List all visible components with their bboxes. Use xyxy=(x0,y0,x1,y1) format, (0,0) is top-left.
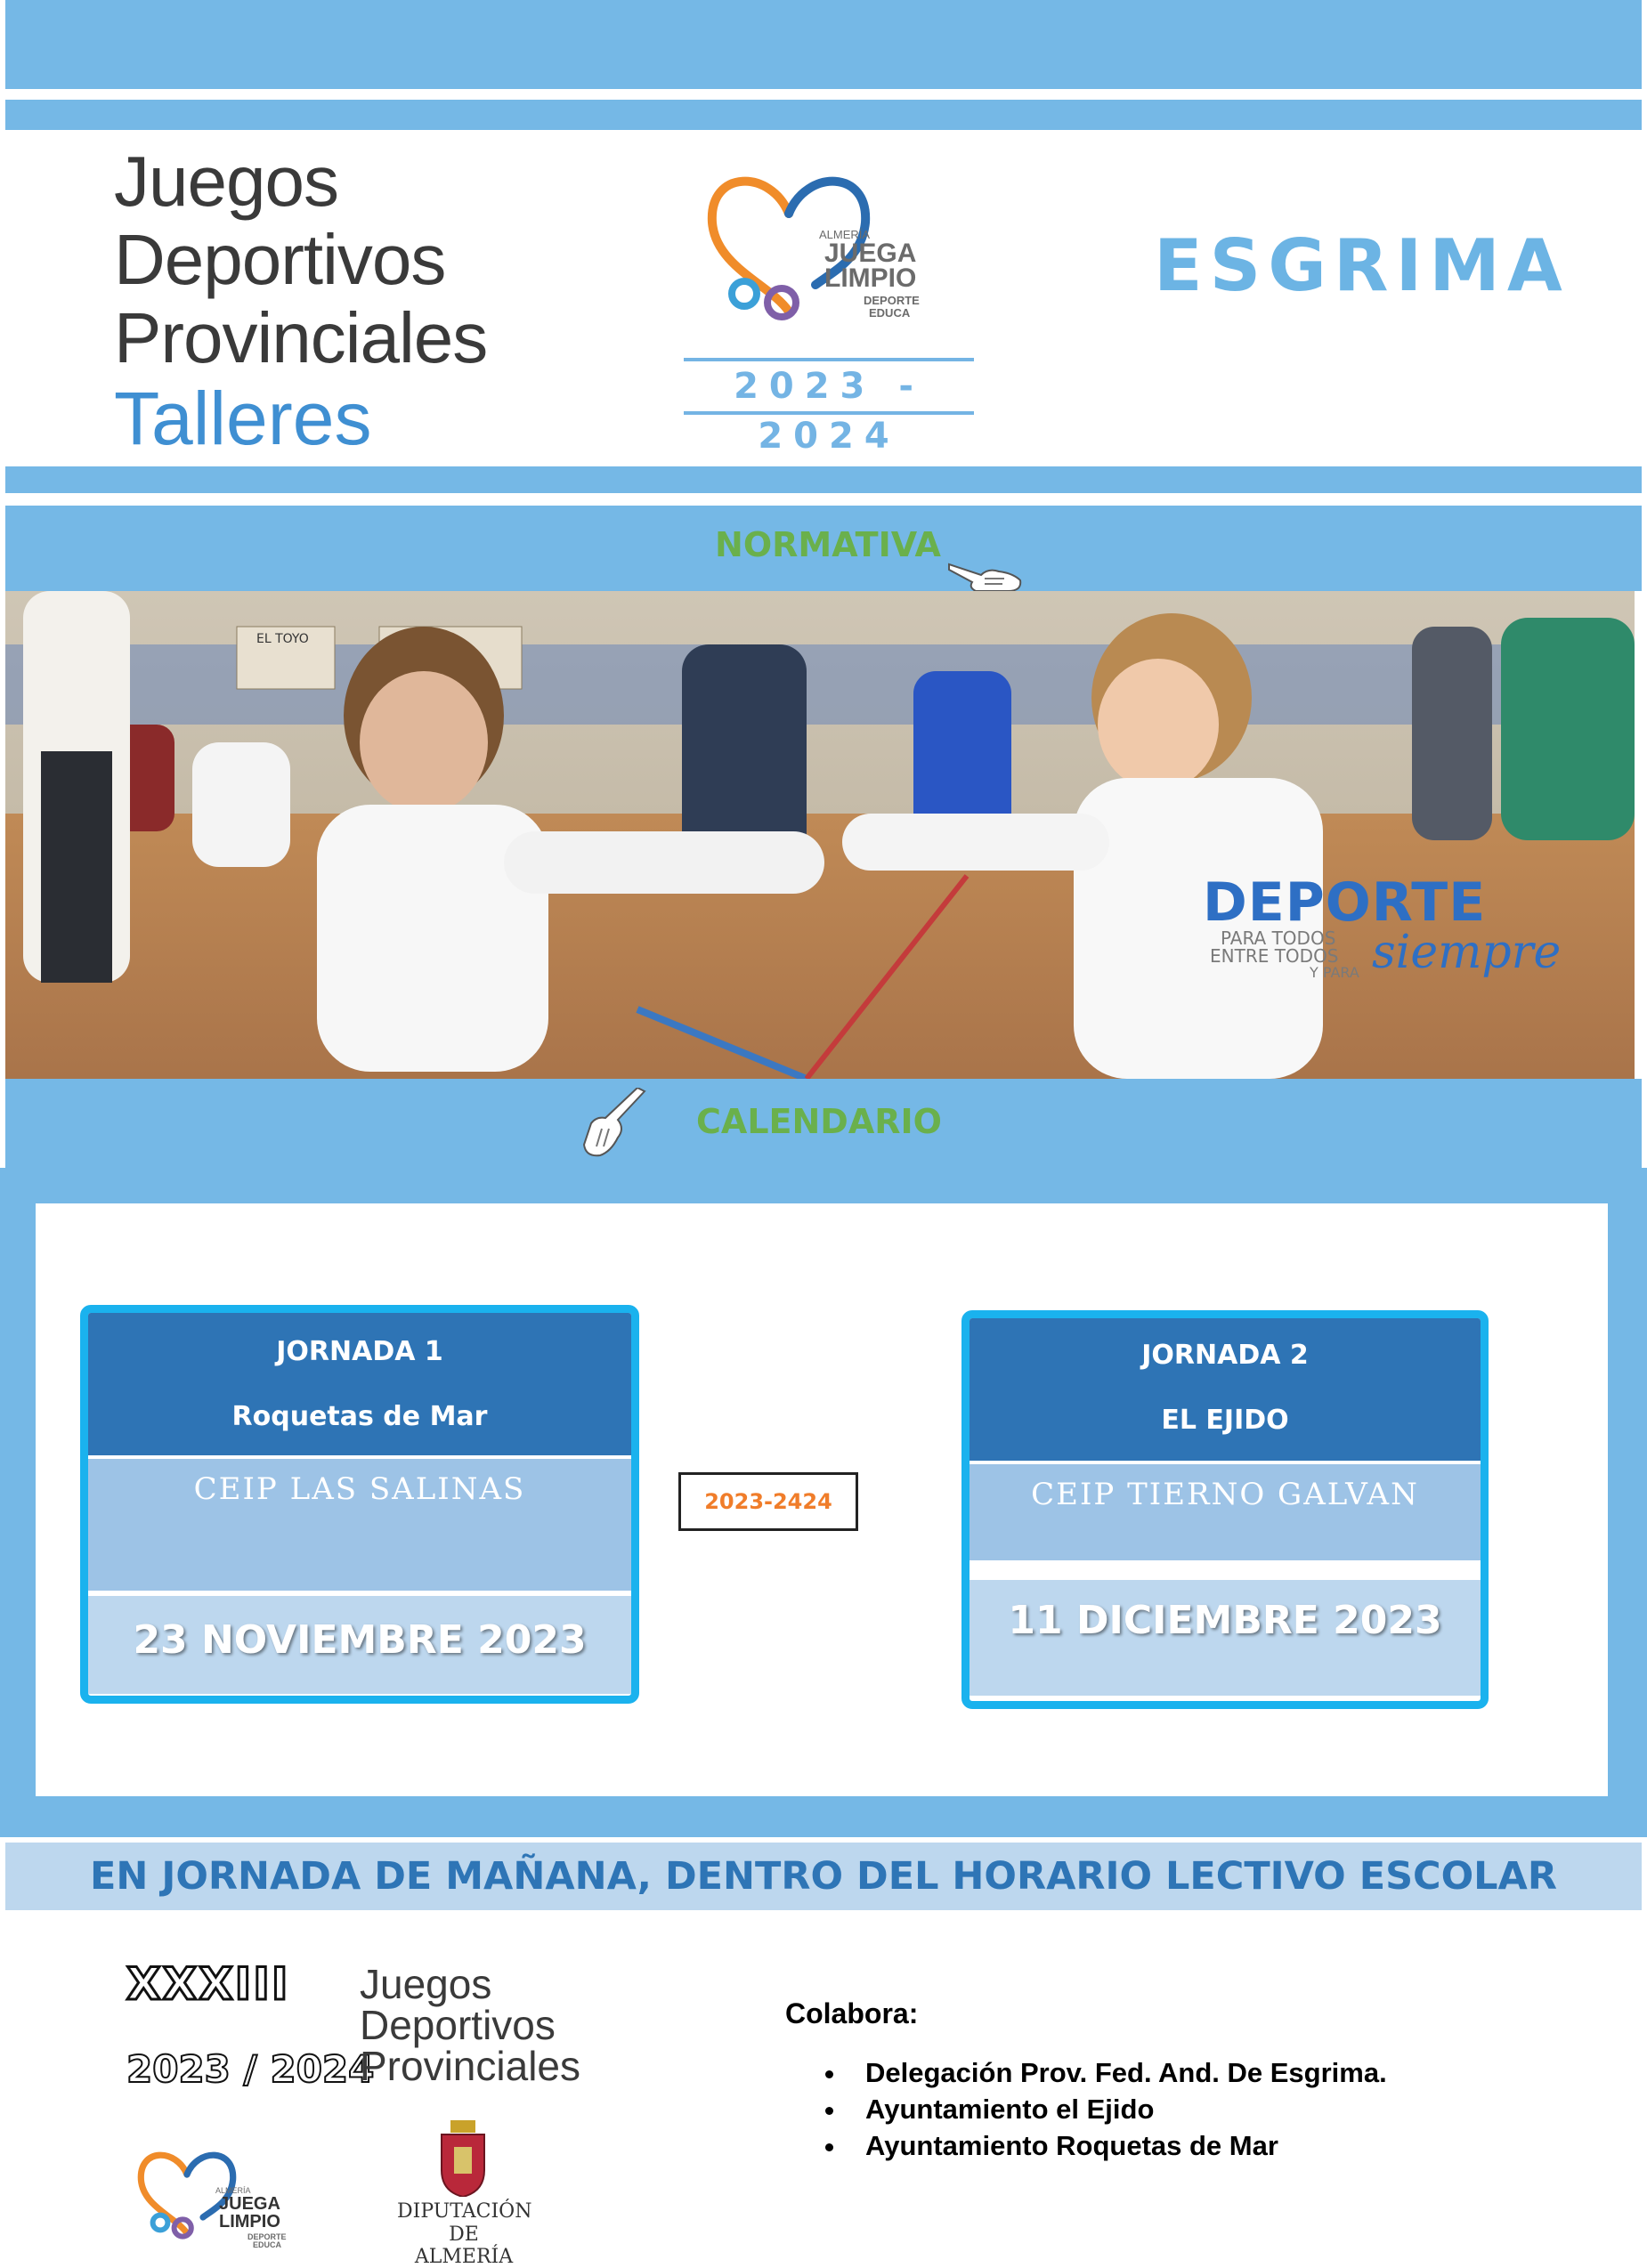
season-label: 2023 - 2024 xyxy=(734,366,924,457)
deporte-overlay xyxy=(1203,871,1594,992)
mid-thin-band xyxy=(5,466,1642,493)
jdp-line: Deportivos xyxy=(114,220,446,299)
jornada-place: EL EJIDO xyxy=(1161,1405,1289,1436)
calendario-heading: CALENDARIO xyxy=(696,1102,942,1141)
jornada-date-box xyxy=(88,1596,631,1694)
list-item: • Ayuntamiento Roquetas de Mar xyxy=(848,2127,1647,2164)
top-thin-band xyxy=(5,100,1642,130)
juega-limpio-line1: JUEGA xyxy=(219,2194,280,2214)
list-item: • Ayuntamiento el Ejido xyxy=(848,2091,1647,2127)
pointing-hand-icon xyxy=(945,552,1026,595)
juega-limpio-sub2: EDUCA xyxy=(869,306,911,320)
jornada-card xyxy=(80,1305,639,1704)
jornada-date-box xyxy=(970,1580,1481,1696)
top-band xyxy=(5,0,1642,89)
jornada-title: JORNADA 2 xyxy=(1141,1340,1309,1371)
edition-years: 2023 / 2024 xyxy=(126,2047,375,2091)
jornada-title: JORNADA 1 xyxy=(276,1336,443,1367)
season-box xyxy=(684,358,974,457)
jornada-venue-box xyxy=(88,1459,631,1591)
colaboradores-list xyxy=(783,2054,1647,2164)
deporte-title: DEPORTE xyxy=(1203,871,1487,934)
juega-limpio-small: ALMERÍA xyxy=(215,2186,251,2195)
jdp-line: Provinciales xyxy=(114,298,488,377)
jornada-place: Roquetas de Mar xyxy=(231,1401,488,1432)
photo-sign: EL TOYO xyxy=(256,632,309,646)
juega-limpio-line2: LIMPIO xyxy=(219,2212,280,2232)
normativa-link[interactable]: NORMATIVA xyxy=(715,525,941,564)
talleres-label: Talleres xyxy=(114,377,372,460)
jornada-date: 23 NOVIEMBRE 2023 xyxy=(133,1617,587,1663)
center-badge xyxy=(678,1472,858,1531)
schedule-banner xyxy=(5,1843,1642,1910)
juega-limpio-footer-logo xyxy=(134,2140,294,2250)
colabora-label: Colabora: xyxy=(785,1997,919,2029)
juega-limpio-sub1: DEPORTE xyxy=(247,2232,287,2241)
jdp-footer-line: Juegos xyxy=(360,1961,492,2007)
list-item: • Delegación Prov. Fed. And. De Esgrima. xyxy=(848,2054,1647,2091)
jornada-venue-box xyxy=(970,1464,1481,1560)
jornada-header xyxy=(88,1313,631,1455)
edition-label: XXXIII xyxy=(126,1958,290,2010)
juega-limpio-logo xyxy=(700,160,958,329)
juega-limpio-line1: JUEGA xyxy=(824,239,917,268)
jdp-line: Juegos xyxy=(114,142,338,221)
juega-limpio-sub1: DEPORTE xyxy=(864,294,920,307)
jornada-card xyxy=(961,1310,1489,1709)
sport-title: ESGRIMA xyxy=(1154,224,1570,307)
jornada-date: 11 DICIEMBRE 2023 xyxy=(1008,1598,1442,1643)
diputacion-line: DIPUTACIÓN xyxy=(397,2200,532,2223)
schedule-banner-text: EN JORNADA DE MAÑANA, DENTRO DEL HORARIO LECTIVO ESCOLAR xyxy=(90,1854,1557,1899)
jdp-footer-line: Deportivos xyxy=(360,2002,556,2048)
deporte-sub: ENTRE TODOS xyxy=(1210,945,1339,967)
jornada-venue: CEIP TIERNO GALVAN xyxy=(1031,1477,1419,1512)
juega-limpio-line2: LIMPIO xyxy=(824,263,917,293)
juega-limpio-small: ALMERÍA xyxy=(819,228,871,241)
pointing-hand-icon xyxy=(579,1088,648,1159)
deporte-script: siempre xyxy=(1372,926,1562,979)
jdp-talleres-logo xyxy=(114,142,613,459)
deporte-sub: PARA TODOS xyxy=(1221,927,1336,949)
deporte-sub: Y PARA xyxy=(1310,964,1359,981)
jornada-header xyxy=(970,1318,1481,1461)
juega-limpio-sub2: EDUCA xyxy=(253,2240,282,2249)
jornada-venue: CEIP LAS SALINAS xyxy=(193,1471,526,1507)
center-badge-label: 2023-2424 xyxy=(704,1489,832,1514)
coat-of-arms-icon xyxy=(438,2120,488,2197)
jdp-footer-line: Provinciales xyxy=(360,2043,580,2089)
fencing-photo xyxy=(5,591,1635,1079)
jdp-footer-logo xyxy=(360,1961,580,2089)
diputacion-line: DE ALMERÍA xyxy=(414,2223,514,2268)
